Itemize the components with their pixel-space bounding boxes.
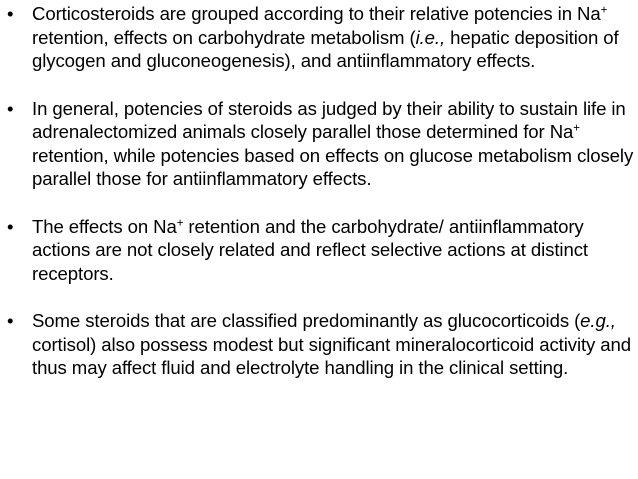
bullet-text xyxy=(32,2,635,73)
text-run: retention, while potencies based on effects on glucose metabolism closely parallel those for antiinflammatory effects. xyxy=(32,144,634,189)
text-run: In general, potencies of steroids as judged by their ability to sustain life in adrenalectomized animals closely parallel those determined for Na xyxy=(32,97,626,142)
bullet-dot-icon: • xyxy=(7,215,14,237)
text-run: hepatic deposition of glycogen and gluconeogenesis), and antiinflammatory effects. xyxy=(32,26,619,71)
superscript-plus: + xyxy=(600,4,608,17)
bullet-item-grouping xyxy=(7,2,635,73)
text-run: Some steroids that are classified predominantly as glucocorticoids ( xyxy=(32,310,581,331)
text-run: Corticosteroids are grouped according to their relative potencies in Na xyxy=(32,3,601,24)
bullet-dot-icon: • xyxy=(7,310,14,331)
text-run: cortisol) also possess modest but significant mineralocorticoid activity and thus may affect fluid and electrolyte handling in the clinical setting. xyxy=(32,333,632,378)
italic-run: e.g., xyxy=(580,310,616,331)
bullet-item-potencies xyxy=(7,97,635,191)
text-run: retention and the carbohydrate/ antiinflammatory actions are not closely related and reflect selective actions at distinct receptors. xyxy=(32,215,588,284)
superscript-plus: + xyxy=(573,122,580,135)
bullet-item-glucocorticoids xyxy=(7,309,635,380)
bullet-text xyxy=(32,309,635,380)
text-run: retention, effects on carbohydrate metabolism ( xyxy=(32,26,416,48)
bullet-text xyxy=(32,215,635,286)
bullet-item-effects xyxy=(7,215,635,286)
bullet-dot-icon: • xyxy=(7,97,14,119)
superscript-plus: + xyxy=(176,217,184,230)
italic-run: i.e., xyxy=(415,26,446,48)
bullet-list xyxy=(7,2,635,380)
bullet-dot-icon: • xyxy=(7,3,14,24)
bullet-text xyxy=(32,97,635,191)
text-run: The effects on Na xyxy=(32,215,177,237)
